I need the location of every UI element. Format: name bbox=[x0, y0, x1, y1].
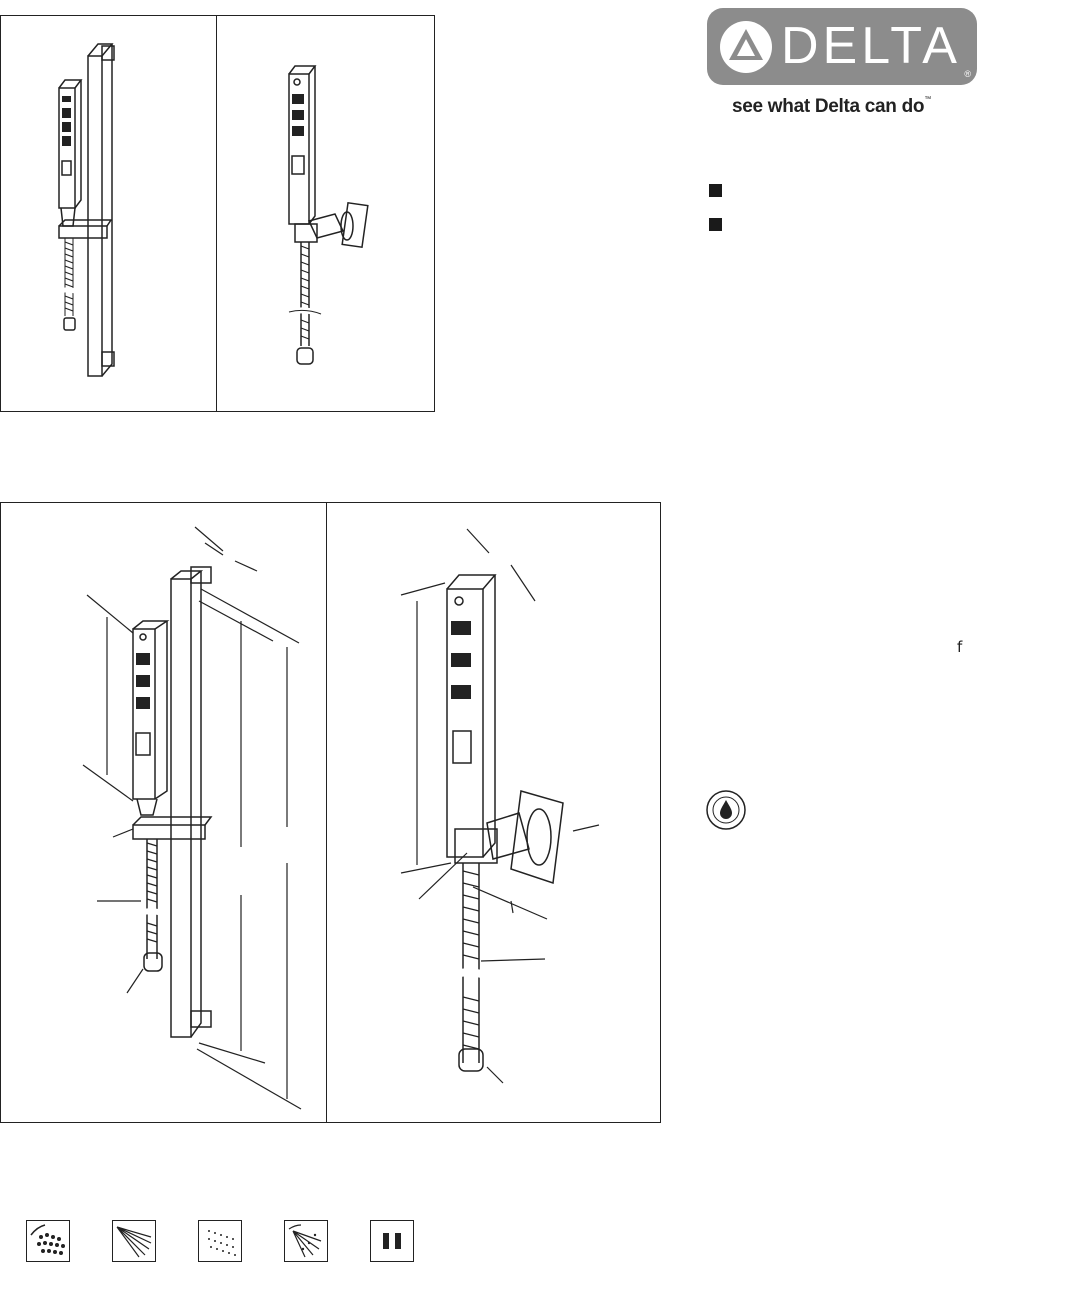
trademark-mark: ™ bbox=[924, 96, 931, 103]
delta-logo bbox=[707, 8, 977, 85]
logo-wordmark: DELTA bbox=[781, 17, 961, 75]
top-right-panel bbox=[216, 15, 435, 412]
stray-letter: f bbox=[957, 638, 963, 656]
tagline-text: see what Delta can do bbox=[732, 96, 925, 117]
bottom-left-panel bbox=[0, 502, 328, 1123]
checkbox-2[interactable] bbox=[709, 218, 722, 231]
pause-icon bbox=[370, 1220, 414, 1262]
registered-mark: ® bbox=[964, 69, 971, 79]
delta-triangle-icon bbox=[719, 20, 773, 74]
watersense-badge bbox=[706, 790, 746, 830]
slide-bar-illustration-small bbox=[1, 16, 217, 411]
soft-spray-icon bbox=[198, 1220, 242, 1262]
checkbox-1[interactable] bbox=[709, 184, 722, 197]
wall-mount-illustration-small bbox=[217, 16, 434, 411]
top-left-panel bbox=[0, 15, 218, 412]
water-drop-icon bbox=[706, 790, 746, 830]
brand-tagline bbox=[732, 96, 931, 118]
wall-mount-dimension-drawing bbox=[327, 503, 660, 1122]
bottom-right-panel bbox=[326, 502, 661, 1123]
slide-bar-dimension-drawing bbox=[1, 503, 327, 1122]
full-spray-icon bbox=[284, 1220, 328, 1262]
massage-spray-icon bbox=[112, 1220, 156, 1262]
full-body-spray-icon bbox=[26, 1220, 70, 1262]
